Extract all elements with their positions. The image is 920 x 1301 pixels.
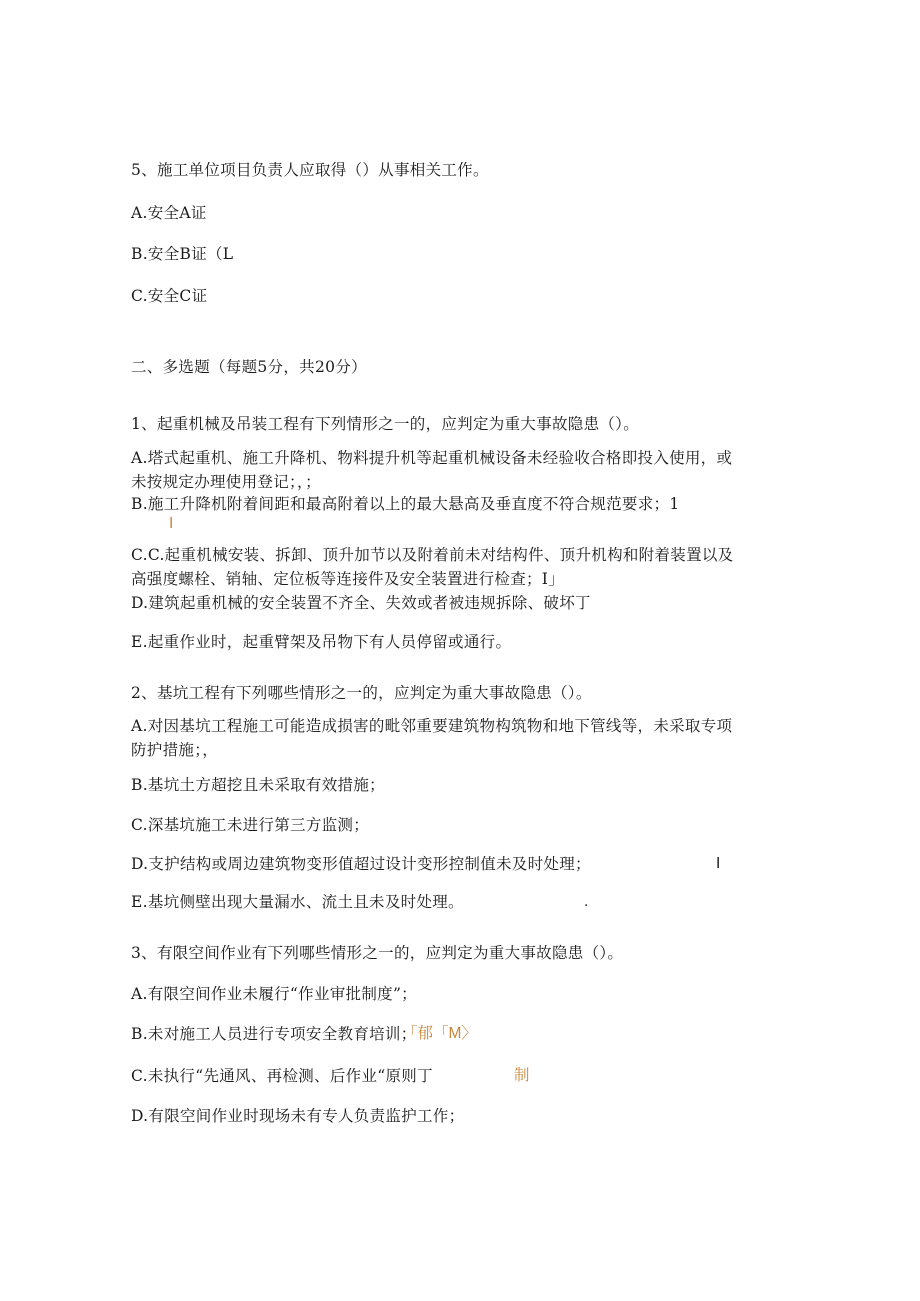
section-2-heading: 二、多选题（每题5分，共20分） [131,358,367,376]
multi-question-1-option-b: B.施工升降机附着间距和最高附着以上的最大悬高及垂直度不符合规范要求；1 [131,495,680,513]
question-5-option-a: A.安全A证 [131,204,207,222]
option-e-stray-mark: . [584,893,589,910]
option-b-stray-mark: 「郁「M〉 [402,1025,477,1042]
multi-question-2-option-a-line2: 防护措施；， [131,741,219,759]
multi-question-3-option-c: C.未执行“先通风、再检测、后作业“原则丁 [131,1067,433,1085]
multi-question-1-option-a-line1: A.塔式起重机、施工升降机、物料提升机等起重机械设备未经验收合格即投入使用，或 [131,449,733,467]
multi-question-2-option-c: C.深基坑施工未进行第三方监测； [131,816,370,834]
multi-question-2-option-a-line1: A.对因基坑工程施工可能造成损害的毗邻重要建筑物构筑物和地下管线等，未采取专项 [131,717,733,735]
question-5-option-b: B.安全B证（L [131,245,234,263]
multi-question-1-option-a-line2: 未按规定办理使用登记；，； [131,473,321,491]
option-c-stray-mark: 制 [514,1067,530,1084]
multi-question-2-option-d: D.支护结构或周边建筑物变形值超过设计变形控制值未及时处理； [131,855,591,873]
multi-question-3-option-b: B.未对施工人员进行专项安全教育培训； [131,1025,417,1043]
multi-question-2-option-b: B.基坑土方超挖且未采取有效措施； [131,776,385,794]
multi-question-1-option-c-line2: 高强度螺栓、销轴、定位板等连接件及安全装置进行检查；I」 [131,570,565,588]
multi-question-2-stem: 2、基坑工程有下列哪些情形之一的，应判定为重大事故隐患（）。 [131,684,592,702]
multi-question-1-option-c-line1: C.C.起重机械安装、拆卸、顶升加节以及附着前未对结构件、顶升机构和附着装置以及 [131,546,734,564]
option-b-stray-mark: I [169,515,174,532]
question-5-option-c: C.安全C证 [131,287,208,305]
multi-question-1-option-e: E.起重作业时，起重臂架及吊物下有人员停留或通行。 [131,633,512,651]
multi-question-3-stem: 3、有限空间作业有下列哪些情形之一的，应判定为重大事故隐患（）。 [131,944,624,962]
multi-question-2-option-e: E.基坑侧壁出现大量漏水、流土且未及时处理。 [131,893,464,911]
multi-question-1-stem: 1、起重机械及吊装工程有下列情形之一的，应判定为重大事故隐患（）。 [131,415,640,433]
option-d-stray-mark: I [716,855,721,872]
multi-question-3-option-a: A.有限空间作业未履行“作业审批制度”； [131,985,417,1003]
multi-question-3-option-d: D.有限空间作业时现场未有专人负责监护工作； [131,1107,465,1125]
multi-question-1-option-d: D.建筑起重机械的安全装置不齐全、失效或者被违规拆除、破坏丁 [131,594,591,612]
question-5-stem: 5、施工单位项目负责人应取得（）从事相关工作。 [131,161,489,179]
